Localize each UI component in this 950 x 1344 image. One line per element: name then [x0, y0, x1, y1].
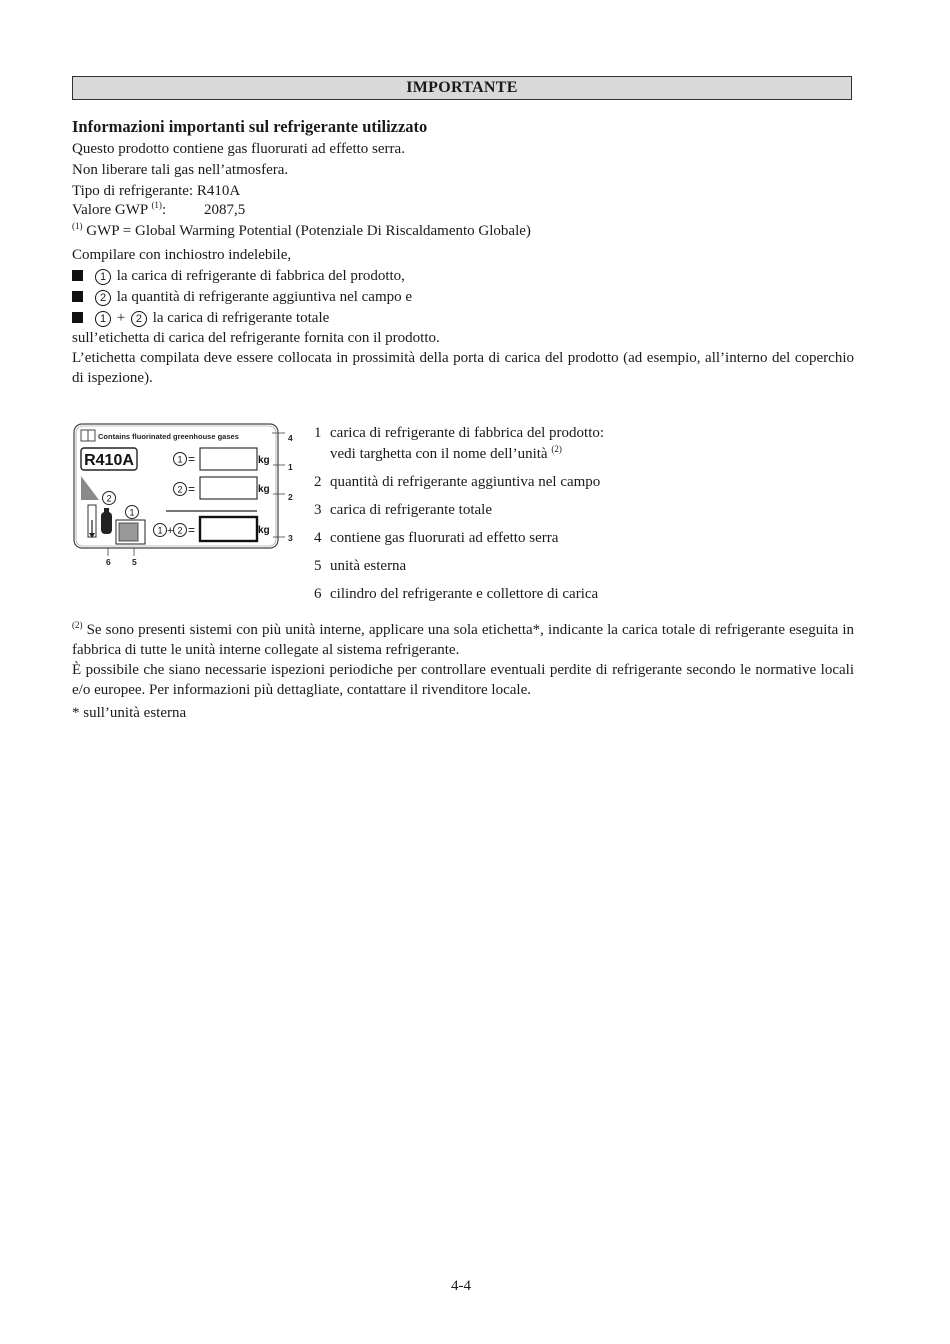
gwp-label: Valore GWP	[72, 202, 148, 218]
section-heading: Informazioni importanti sul refrigerante utilizzato	[72, 117, 428, 136]
legend-text: unità esterna	[330, 558, 407, 574]
callout-2: 2	[288, 492, 293, 502]
page-number: 4-4	[451, 1278, 471, 1294]
label-circle-1-total: 1	[157, 525, 163, 536]
bullet-square-icon	[72, 312, 83, 323]
plus-sign: +	[113, 310, 129, 326]
refrigerant-type: Tipo di refrigerante: R410A	[72, 183, 241, 199]
r410a-text: R410A	[84, 452, 134, 469]
legend-item-3	[314, 500, 492, 520]
legend-item-1-sub	[330, 444, 562, 464]
gwp-colon: :	[161, 202, 167, 218]
circled-number-icon: 2	[131, 311, 147, 327]
gwp-sup: (1)	[151, 200, 162, 210]
legend-text: contiene gas fluorurati ad effetto serra	[330, 530, 559, 546]
fill-in-intro: Compilare con inchiostro indelebile,	[72, 247, 292, 263]
label-circle-2: 2	[177, 484, 183, 495]
legend-number: 1	[314, 425, 322, 441]
footnote-2-text: Se sono presenti sistemi con più unità interne, applicare una sola etichetta*, indicante la carica totale di refrigerante eseguita in fabbrica di tutte le unità interne collegate al sistema refrigerante.	[72, 622, 854, 658]
fill-in-item-1	[72, 266, 405, 286]
footnote-2	[72, 620, 854, 660]
footnote-1	[72, 221, 531, 241]
legend-item-6	[314, 584, 598, 604]
factory-charge-box	[200, 448, 257, 470]
label-equals-3: =	[188, 523, 196, 537]
legend-sub-sup: (2)	[551, 444, 562, 454]
bullet-square-icon	[72, 291, 83, 302]
triangle-mark-icon	[81, 476, 99, 500]
intro-line-1: Questo prodotto contiene gas fluorurati ad effetto serra.	[72, 141, 405, 157]
legend-text: quantità di refrigerante aggiuntiva nel campo	[330, 474, 601, 490]
label-circle-1: 1	[177, 454, 183, 465]
label-circle-2-side: 2	[106, 493, 112, 504]
total-charge-box	[200, 517, 257, 541]
footnote-1-sup: (1)	[72, 221, 83, 231]
footnote-1-text: GWP = Global Warming Potential (Potenziale Di Riscaldamento Globale)	[82, 223, 531, 239]
circled-number-icon: 1	[95, 311, 111, 327]
gwp-line	[72, 200, 372, 220]
fill-in-item-3-text: la carica di refrigerante totale	[148, 310, 330, 326]
fill-in-item-2	[72, 287, 412, 307]
fill-in-item-2-text: la quantità di refrigerante aggiuntiva nel campo e	[113, 289, 413, 305]
kg-unit-2: kg	[258, 484, 270, 495]
legend-subtext: vedi targhetta con il nome dell’unità	[330, 446, 548, 462]
legend-number: 3	[314, 502, 322, 518]
outdoor-unit-icon	[116, 520, 145, 544]
label-plus: +	[167, 525, 174, 537]
callout-3: 3	[288, 533, 293, 543]
book-icon	[81, 430, 95, 441]
asterisk-note: * sull’unità esterna	[72, 705, 187, 721]
fill-in-item-3	[72, 308, 329, 328]
legend-item-1	[314, 423, 604, 443]
callout-5: 5	[132, 557, 137, 567]
label-header-text: Contains fluorinated greenhouse gases	[98, 432, 239, 441]
kg-unit-1: kg	[258, 455, 270, 466]
legend-text: carica di refrigerante di fabbrica del prodotto:	[330, 425, 605, 441]
refrigerant-cylinder-icon	[88, 505, 112, 538]
legend-item-2	[314, 472, 600, 492]
callout-6: 6	[106, 557, 111, 567]
legend-number: 6	[314, 586, 322, 602]
gwp-value: 2087,5	[204, 202, 246, 218]
inspection-paragraph: È possibile che siano necessarie ispezioni periodiche per controllare eventuali perdite di refrigerante secondo le normative locali e/o europee. Per informazioni più dettagliate, contattare il rivenditore locale.	[72, 662, 854, 698]
legend-text: cilindro del refrigerante e collettore di carica	[330, 586, 599, 602]
legend-text: carica di refrigerante totale	[330, 502, 492, 518]
additional-charge-box	[200, 477, 257, 499]
legend-number: 5	[314, 558, 322, 574]
circled-number-icon: 1	[95, 269, 111, 285]
footnote-2-sup: (2)	[72, 620, 83, 630]
important-banner: IMPORTANTE	[72, 76, 852, 100]
intro-line-2: Non liberare tali gas nell’atmosfera.	[72, 162, 289, 178]
label-circle-2-total: 2	[177, 525, 183, 536]
refrigerant-label-figure	[70, 420, 300, 572]
label-equals-2: =	[188, 482, 196, 496]
callout-4: 4	[288, 433, 293, 443]
callout-1: 1	[288, 462, 293, 472]
label-circle-1-side: 1	[129, 507, 135, 518]
legend-item-4	[314, 528, 558, 548]
bullet-square-icon	[72, 270, 83, 281]
legend-item-5	[314, 556, 406, 576]
fill-in-item-1-text: la carica di refrigerante di fabbrica del prodotto,	[113, 268, 405, 284]
placement-paragraph: L’etichetta compilata deve essere collocata in prossimità della porta di carica del prodotto (ad esempio, all’interno del coperchio di ispezione).	[72, 350, 854, 386]
circled-number-icon: 2	[95, 290, 111, 306]
legend-number: 4	[314, 530, 322, 546]
fill-in-line-after: sull’etichetta di carica del refrigerante fornita con il prodotto.	[72, 330, 440, 346]
label-equals-1: =	[188, 452, 196, 466]
legend-number: 2	[314, 474, 322, 490]
kg-unit-3: kg	[258, 525, 270, 536]
